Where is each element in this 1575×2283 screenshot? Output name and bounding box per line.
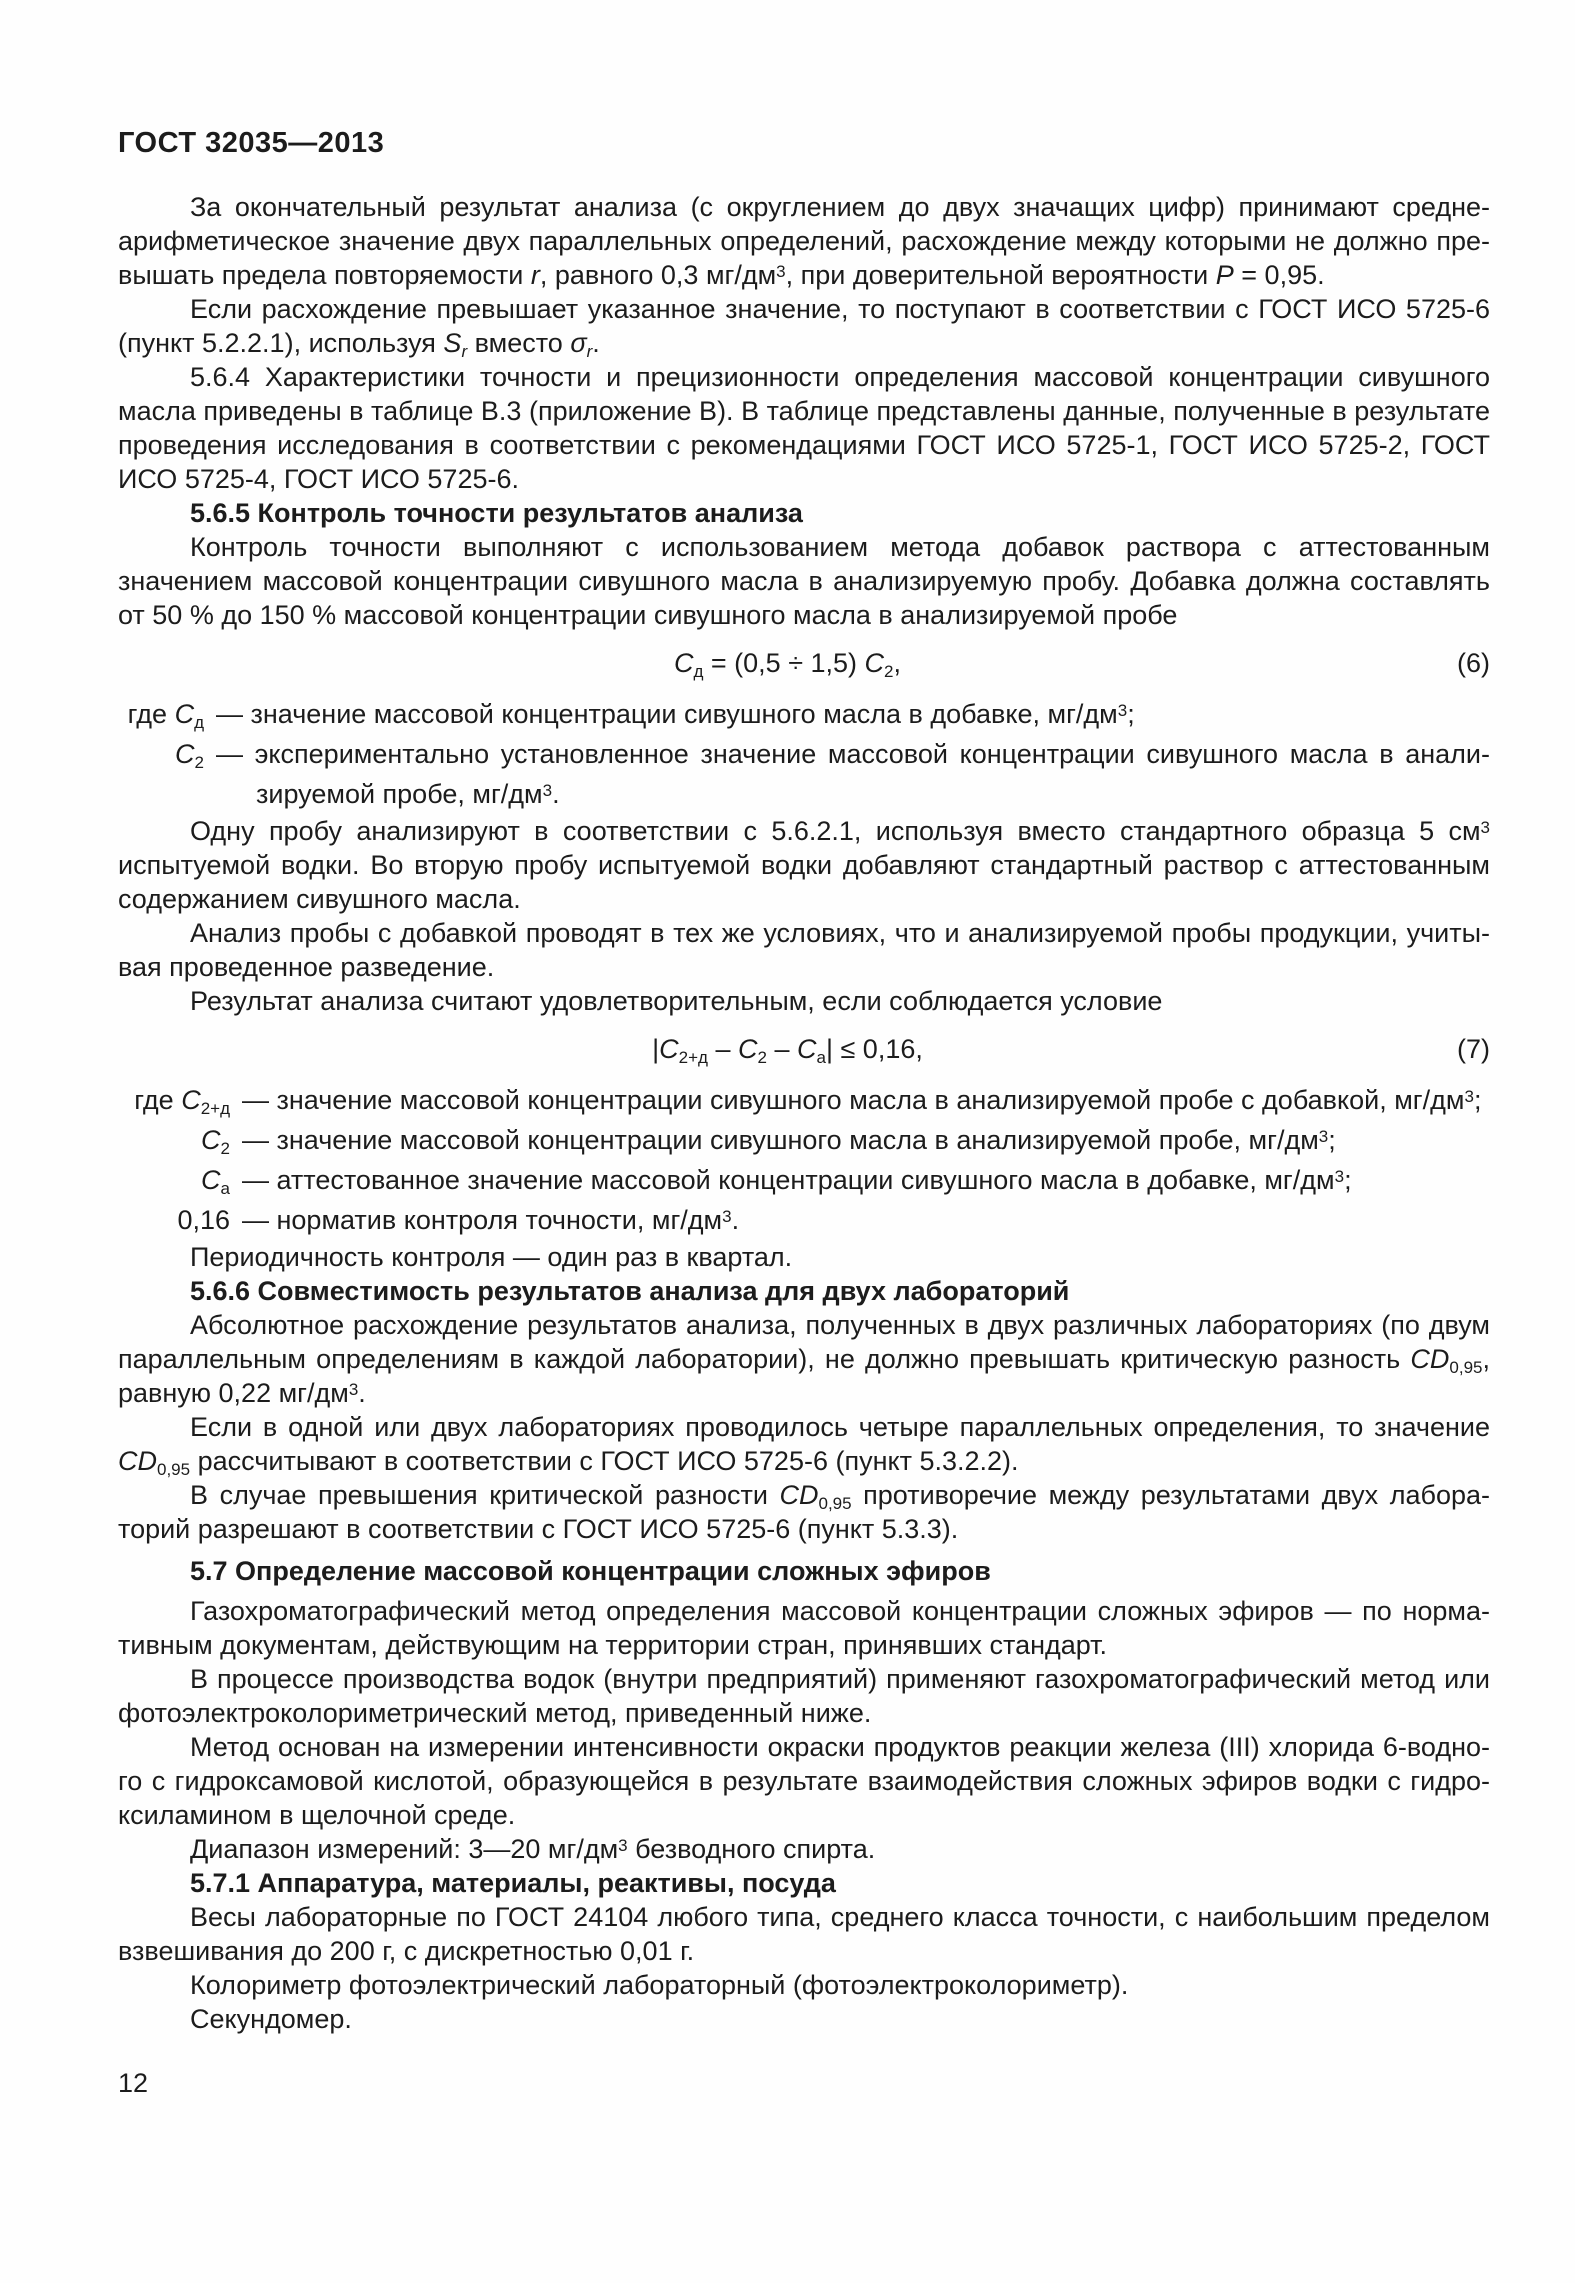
text-run: С <box>864 648 885 678</box>
text-run: , <box>893 648 902 678</box>
text-run: Одну пробу анализируют в соответствии с 5.6.2.1, используя вместо стандартного образца 5 см <box>190 816 1481 846</box>
text-run: CD <box>1410 1344 1450 1374</box>
text-run: 0,16 <box>177 1205 230 1235</box>
formula-body <box>118 1032 1457 1066</box>
text-run: 0,95 <box>157 1459 191 1479</box>
text-run: Колориметр фотоэлектрический лабораторный (фотоэлектроколориметр). <box>190 1970 1129 2000</box>
text-run: С <box>659 1034 679 1064</box>
definition-term <box>118 1120 230 1160</box>
text-run: Периодичность контроля — один раз в квартал. <box>190 1242 793 1272</box>
text-run: а <box>816 1047 826 1067</box>
definition-description <box>242 1080 1490 1120</box>
text-run: r <box>530 260 540 290</box>
definition-description <box>216 734 1490 814</box>
definition-description <box>216 694 1490 734</box>
text-run: С <box>175 739 195 769</box>
text-run: Газохроматографический метод определения массовой концентрации сложных эфиров — по нормативным документам, действующим на территории стран, принявших стандарт. <box>118 1596 1490 1660</box>
paragraph <box>118 1410 1490 1478</box>
text-run: 3 <box>1117 700 1128 720</box>
text-run: 5.6.4 Характеристики точности и прецизионности определения массовой концентрации сивушного масла приведены в таблице В.3 (приложение В). В таблице представлены данные, полученные в результате проведения исследования в соответствии с рекомендациями ГОСТ ИСО 5725-1, ГОСТ ИСО 5725-2, ГОСТ ИСО 5725-4, ГОСТ ИСО 5725-6. <box>118 362 1490 494</box>
text-run: безводного спирта. <box>627 1834 876 1864</box>
text-run: , равную 0,22 мг/дм <box>118 1344 1490 1408</box>
text-run: Если в одной или двух лабораториях проводилось четыре параллельных определения, то значение <box>190 1412 1490 1442</box>
text-run: Если расхождение превышает указанное значение, то поступают в соответствии с ГОСТ ИСО 5725-6 (пункт 5.2.2.1), используя <box>118 294 1490 358</box>
text-run: 3 <box>1464 1086 1474 1106</box>
text-run: Результат анализа считают удовлетворительным, если соблюдается условие <box>190 986 1163 1016</box>
text-run: 3 <box>1334 1166 1345 1186</box>
definition-term <box>118 1200 230 1240</box>
text-run: 3 <box>618 1835 628 1855</box>
text-run: 5.6.5 Контроль точности результатов анализа <box>190 498 803 528</box>
text-run: ; <box>1344 1165 1352 1195</box>
paragraph <box>118 530 1490 632</box>
definition-row <box>118 1200 1490 1240</box>
text-run: 2+д <box>678 1047 708 1067</box>
definition-row <box>118 1120 1490 1160</box>
text-run: где <box>134 1085 182 1115</box>
paragraph <box>118 916 1490 984</box>
text-run: . <box>592 328 600 358</box>
paragraph <box>118 814 1490 916</box>
text-run: – <box>766 1034 797 1064</box>
text-run: – <box>707 1034 738 1064</box>
text-run: 5.6.6 Совместимость результатов анализа для двух лабораторий <box>190 1276 1070 1306</box>
definition-term <box>118 734 204 774</box>
text-run: С <box>201 1165 221 1195</box>
text-run: ; <box>1328 1125 1336 1155</box>
text-run: CD <box>779 1480 819 1510</box>
definition-term <box>118 1080 230 1120</box>
text-run: 3 <box>542 780 553 800</box>
paragraph <box>118 984 1490 1018</box>
text-run: — норматив контроля точности, мг/дм <box>242 1205 723 1235</box>
text-run: 2 <box>220 1138 230 1158</box>
text-run: С <box>174 699 195 729</box>
text-run: противоречие между результатами двух лабораторий разрешают в соответствии с ГОСТ ИСО 5725-6 (пункт 5.3.3). <box>118 1480 1490 1544</box>
text-run: Абсолютное расхождение результатов анализа, полученных в двух различных лабораториях (по двум параллельным определениям в каждой лаборатории), не должно превышать критическую разность <box>118 1310 1490 1374</box>
text-run: 3 <box>776 261 786 281</box>
text-run: 0,95 <box>818 1493 852 1513</box>
text-run: 3 <box>722 1206 732 1226</box>
document-header: ГОСТ 32035—2013 <box>118 127 385 159</box>
formula <box>118 646 1490 680</box>
formula-body <box>118 646 1457 680</box>
text-run: | <box>652 1034 660 1064</box>
section-heading <box>118 1866 1490 1900</box>
text-run: 2 <box>194 752 204 772</box>
text-run: = 0,95. <box>1233 260 1325 290</box>
definition-row <box>118 694 1490 734</box>
text-run: 0,95 <box>1449 1357 1483 1377</box>
text-run: где <box>127 699 175 729</box>
paragraph <box>118 2002 1490 2036</box>
definition-list <box>118 1080 1490 1240</box>
text-run: = (0,5 ÷ 1,5) <box>703 648 865 678</box>
text-run: а <box>220 1178 230 1198</box>
definition-row <box>118 1080 1490 1120</box>
paragraph <box>118 1308 1490 1410</box>
text-run: С <box>201 1125 221 1155</box>
text-run: 2+д <box>200 1098 230 1118</box>
text-run: испытуемой водки. Во вторую пробу испытуемой водки добавляют стандартный раствор с аттестованным содержанием сивушного масла. <box>118 850 1490 914</box>
page-number: 12 <box>118 2068 149 2098</box>
text-run: P <box>1215 260 1234 290</box>
text-run: . <box>731 1205 740 1235</box>
definition-term <box>118 1160 230 1200</box>
text-run: CD <box>118 1446 157 1476</box>
text-run: д <box>194 712 204 732</box>
definition-term <box>118 694 204 734</box>
text-run: д <box>693 661 704 681</box>
definition-row <box>118 1160 1490 1200</box>
document-content <box>118 126 1490 2036</box>
text-run: , при доверительной вероятности <box>785 260 1216 290</box>
paragraph <box>118 1478 1490 1546</box>
formula-number: (6) <box>1457 648 1490 678</box>
definition-description <box>242 1160 1490 1200</box>
text-run: r <box>461 341 468 361</box>
paragraph <box>118 1730 1490 1832</box>
text-run: Весы лабораторные по ГОСТ 24104 любого типа, среднего класса точности, с наибольшим пределом взвешивания до 200 г, с дискретностью 0,01 г. <box>118 1902 1490 1966</box>
text-run: вместо <box>467 328 571 358</box>
paragraph <box>118 1240 1490 1274</box>
definition-row <box>118 734 1490 814</box>
text-run: Контроль точности выполняют с использованием метода добавок раствора с аттестованным значением массовой концентрации сивушного масла в анализируемую пробу. Добавка должна составлять от 50 % до 150 % массовой концентрации сивушного масла в анализируемой пробе <box>118 532 1490 630</box>
text-run: . <box>552 779 560 809</box>
section-heading <box>118 1554 1490 1588</box>
text-run: С <box>181 1085 201 1115</box>
text-run: Анализ пробы с добавкой проводят в тех же условиях, что и анализируемой пробы продукции, учитывая проведенное разведение. <box>118 918 1490 982</box>
text-run: 5.7 Определение массовой концентрации сложных эфиров <box>190 1556 991 1586</box>
text-run: Метод основан на измерении интенсивности окраски продуктов реакции железа (III) хлорида 6-водного с гидроксамовой кислотой, образующейся в результате взаимодействия сложных эфиров водки с гидроксиламином в щелочной среде. <box>118 1732 1490 1830</box>
text-run: 5.7.1 Аппаратура, материалы, реактивы, посуда <box>190 1868 836 1898</box>
text-run: 2 <box>884 661 894 681</box>
text-run: рассчитывают в соответствии с ГОСТ ИСО 5725-6 (пункт 5.3.2.2). <box>190 1446 1019 1476</box>
text-run: 3 <box>1480 817 1490 837</box>
section-heading <box>118 496 1490 530</box>
definition-description <box>242 1120 1490 1160</box>
paragraph <box>118 1968 1490 2002</box>
text-run: 3 <box>348 1379 359 1399</box>
text-run: За окончательный результат анализа (с округлением до двух значащих цифр) принимают среднеарифметическое значение двух параллельных определений, расхождение между которыми не должно превышать предела повторяемости <box>118 192 1490 290</box>
paragraph <box>118 1832 1490 1866</box>
paragraph <box>118 360 1490 496</box>
section-heading <box>118 1274 1490 1308</box>
text-run: ; <box>1473 1085 1482 1115</box>
definition-description <box>242 1200 1490 1240</box>
paragraph <box>118 1900 1490 1968</box>
text-run: , равного 0,3 мг/дм <box>539 260 777 290</box>
text-run: — значение массовой концентрации сивушного масла в анализируемой пробе с добавкой, мг/дм <box>242 1085 1465 1115</box>
paragraph <box>118 190 1490 292</box>
text-run: r <box>586 341 593 361</box>
paragraph <box>118 1662 1490 1730</box>
text-run: — значение массовой концентрации сивушного масла в анализируемой пробе, мг/дм <box>242 1125 1319 1155</box>
text-run: С <box>673 648 694 678</box>
text-run: . <box>358 1378 366 1408</box>
text-run: — экспериментально установленное значение массовой концентрации сивушного масла в анализируемой пробе, мг/дм <box>216 739 1490 809</box>
text-run: Секундомер. <box>190 2004 352 2034</box>
text-run: — аттестованное значение массовой концентрации сивушного масла в добавке, мг/дм <box>242 1165 1335 1195</box>
formula <box>118 1032 1490 1066</box>
text-run: | ≤ 0,16, <box>825 1034 923 1064</box>
text-run: σ <box>570 328 587 358</box>
text-run: ; <box>1127 699 1135 729</box>
paragraph <box>118 292 1490 360</box>
text-run: В случае превышения критической разности <box>190 1480 780 1510</box>
text-run: 2 <box>757 1047 767 1067</box>
text-run: 3 <box>1318 1126 1329 1146</box>
text-run: — значение массовой концентрации сивушного масла в добавке, мг/дм <box>216 699 1118 729</box>
paragraph <box>118 1594 1490 1662</box>
text-run: S <box>443 328 462 358</box>
text-run: В процессе производства водок (внутри предприятий) применяют газохроматографический метод или фотоэлектроколориметрический метод, приведенный ниже. <box>118 1664 1490 1728</box>
document-body <box>118 190 1490 2036</box>
formula-number: (7) <box>1457 1034 1490 1064</box>
definition-list <box>118 694 1490 814</box>
text-run: С <box>797 1034 817 1064</box>
text-run: Диапазон измерений: 3—20 мг/дм <box>190 1834 619 1864</box>
text-run: С <box>738 1034 758 1064</box>
